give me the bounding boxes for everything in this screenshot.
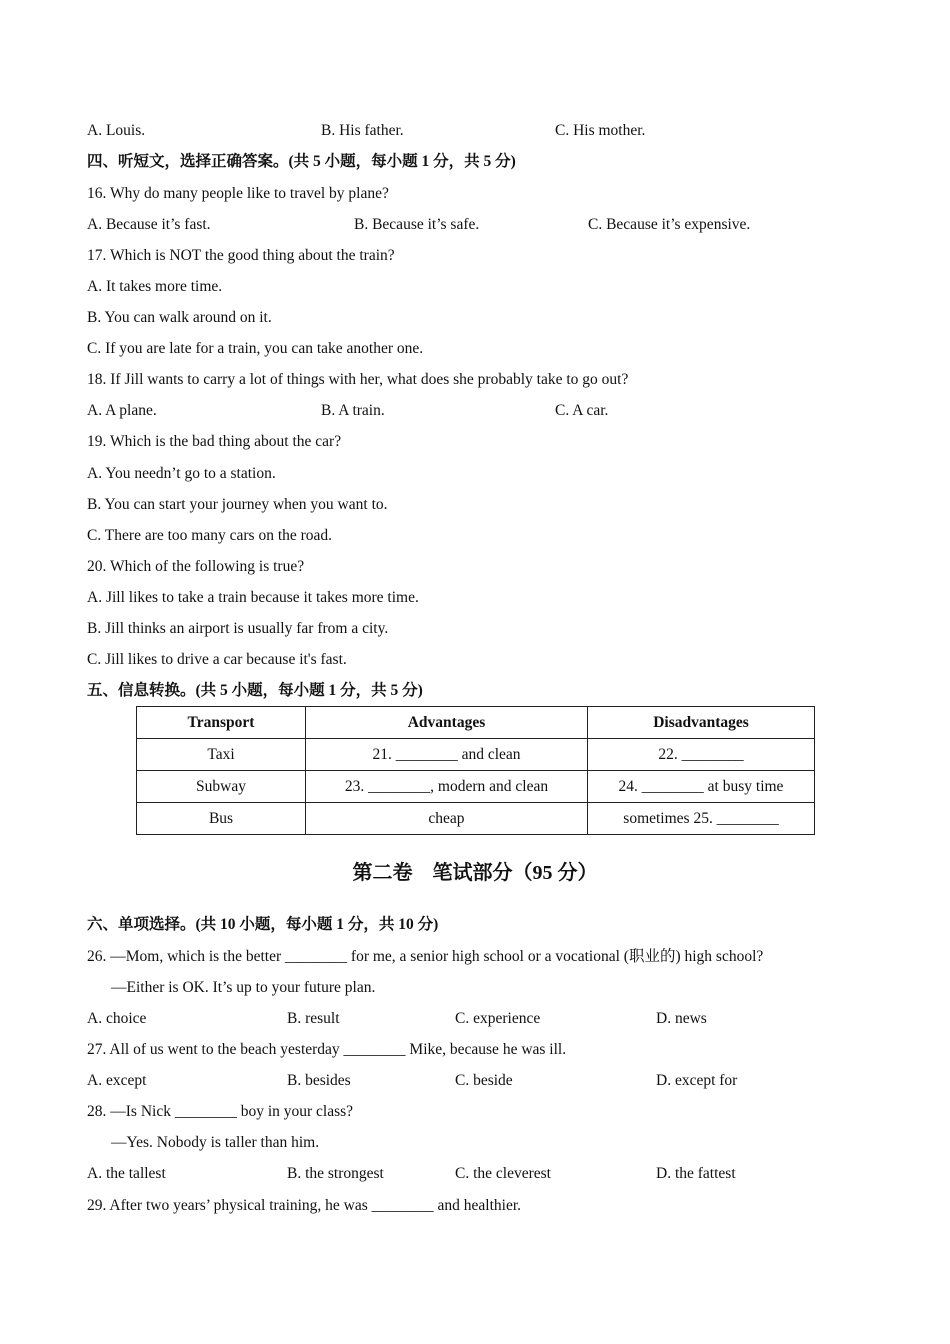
table-cell: 21. ________ and clean: [306, 739, 588, 771]
q27-options: [87, 1071, 887, 1091]
q28-option-a: A. the tallest: [87, 1165, 166, 1182]
table-row: [137, 771, 815, 803]
q17-question: 17. Which is NOT the good thing about the train?: [87, 247, 395, 264]
q16-option-c: C. Because it’s expensive.: [588, 216, 751, 233]
info-table: [136, 706, 815, 835]
header-transport: Transport: [137, 707, 306, 739]
q15-options: [87, 121, 887, 141]
q28-option-d: D. the fattest: [656, 1165, 736, 1182]
q26-response: —Either is OK. It’s up to your future plan.: [111, 979, 376, 996]
part4-heading: 四、听短文，选择正确答案。(共 5 小题，每小题 1 分，共 5 分): [87, 153, 516, 170]
table-cell: cheap: [306, 803, 588, 835]
q18-option-c: C. A car.: [555, 402, 609, 419]
q15-option-b: B. His father.: [321, 122, 404, 139]
header-disadvantages: Disadvantages: [588, 707, 815, 739]
q19-question: 19. Which is the bad thing about the car?: [87, 433, 342, 450]
q17-option-a: A. It takes more time.: [87, 278, 223, 295]
table-cell: Subway: [137, 771, 306, 803]
q26-option-c: C. experience: [455, 1010, 541, 1027]
q16-options: [87, 215, 887, 235]
table-cell: 24. ________ at busy time: [588, 771, 815, 803]
table-row: [137, 803, 815, 835]
q16-question: 16. Why do many people like to travel by plane?: [87, 185, 389, 202]
table-cell: Taxi: [137, 739, 306, 771]
table-cell: Bus: [137, 803, 306, 835]
q18-question: 18. If Jill wants to carry a lot of things with her, what does she probably take to go out?: [87, 371, 629, 388]
q18-option-b: B. A train.: [321, 402, 385, 419]
q19-option-a: A. You needn’t go to a station.: [87, 465, 276, 482]
q17-option-b: B. You can walk around on it.: [87, 309, 272, 326]
table-row: [137, 739, 815, 771]
q27-option-a: A. except: [87, 1072, 147, 1089]
q20-option-a: A. Jill likes to take a train because it takes more time.: [87, 589, 419, 606]
section2-title: 第二卷 笔试部分（95 分）: [352, 862, 598, 884]
q26-option-b: B. result: [287, 1010, 340, 1027]
q19-option-c: C. There are too many cars on the road.: [87, 527, 333, 544]
table-cell: sometimes 25. ________: [588, 803, 815, 835]
q20-question: 20. Which of the following is true?: [87, 558, 305, 575]
q16-option-a: A. Because it’s fast.: [87, 216, 211, 233]
q19-option-b: B. You can start your journey when you want to.: [87, 496, 388, 513]
q28-option-c: C. the cleverest: [455, 1165, 551, 1182]
q27-option-c: C. beside: [455, 1072, 513, 1089]
q27-question: 27. All of us went to the beach yesterday ________ Mike, because he was ill.: [87, 1041, 567, 1058]
q15-option-a: A. Louis.: [87, 122, 146, 139]
q18-options: [87, 401, 887, 421]
q26-options: [87, 1009, 887, 1029]
q28-options: [87, 1164, 887, 1184]
q29-question: 29. After two years’ physical training, he was ________ and healthier.: [87, 1197, 522, 1214]
q16-option-b: B. Because it’s safe.: [354, 216, 480, 233]
table-cell: 23. ________, modern and clean: [306, 771, 588, 803]
table-cell: 22. ________: [588, 739, 815, 771]
q15-option-c: C. His mother.: [555, 122, 646, 139]
q20-option-c: C. Jill likes to drive a car because it's fast.: [87, 651, 347, 668]
q26-option-d: D. news: [656, 1010, 707, 1027]
q17-option-c: C. If you are late for a train, you can take another one.: [87, 340, 424, 357]
table-header-row: [137, 707, 815, 739]
q28-response: —Yes. Nobody is taller than him.: [111, 1134, 320, 1151]
q26-option-a: A. choice: [87, 1010, 147, 1027]
part6-heading: 六、单项选择。(共 10 小题，每小题 1 分，共 10 分): [87, 916, 439, 933]
q28-question: 28. —Is Nick ________ boy in your class?: [87, 1103, 354, 1120]
part5-heading: 五、信息转换。(共 5 小题，每小题 1 分，共 5 分): [87, 682, 423, 699]
q20-option-b: B. Jill thinks an airport is usually far from a city.: [87, 620, 389, 637]
q26-question: 26. —Mom, which is the better ________ for me, a senior high school or a vocational (职业的) high school?: [87, 948, 764, 965]
q18-option-a: A. A plane.: [87, 402, 157, 419]
q27-option-d: D. except for: [656, 1072, 738, 1089]
q27-option-b: B. besides: [287, 1072, 351, 1089]
header-advantages: Advantages: [306, 707, 588, 739]
q28-option-b: B. the strongest: [287, 1165, 384, 1182]
